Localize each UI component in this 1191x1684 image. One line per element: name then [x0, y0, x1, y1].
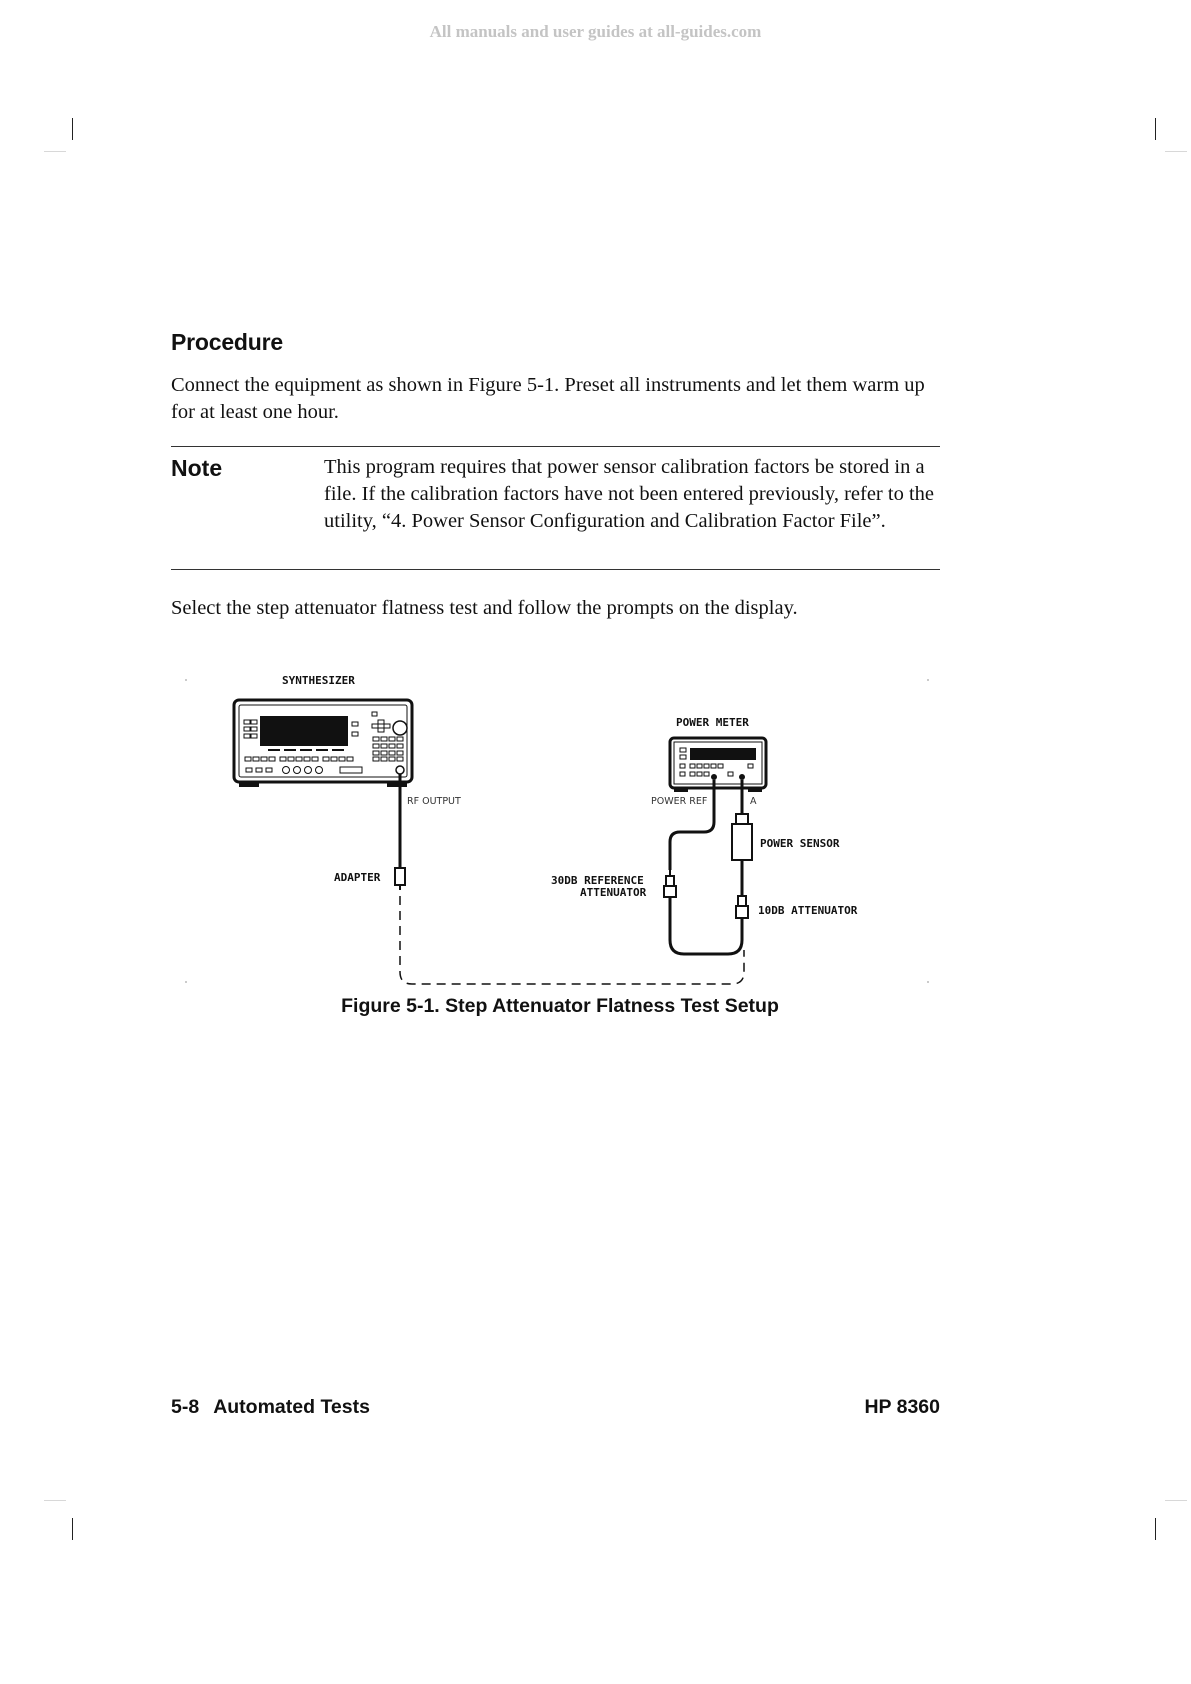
- note-top-rule: [171, 446, 940, 447]
- dashed-connection: [400, 896, 744, 984]
- synthesizer-label: SYNTHESIZER: [282, 674, 355, 687]
- footer-product: HP 8360: [864, 1396, 940, 1418]
- note-bottom-rule: [171, 569, 940, 570]
- note-label: Note: [171, 455, 223, 481]
- footer-section-title: Automated Tests: [213, 1396, 370, 1418]
- crop-mark-bottom-left: [72, 1518, 73, 1540]
- reference-attenuator: [551, 870, 676, 899]
- note-text: This program requires that power sensor calibration factors be stored in a file. If the calibration factors have not been entered previously, refer to the utility, “4. Power Sensor Configuration and Calibration Factor File”.: [324, 456, 934, 532]
- power-meter-instrument: [670, 716, 766, 792]
- channel-a-label: A: [750, 796, 757, 807]
- power-ref-label: POWER REF: [651, 796, 708, 807]
- crop-mark-top-left-h: [44, 151, 66, 152]
- footer-left: [171, 1396, 370, 1419]
- rf-output-label: RF OUTPUT: [407, 796, 461, 807]
- synthesizer-instrument: [234, 674, 412, 787]
- attenuator-10db: [736, 896, 858, 918]
- adapter-label: ADAPTER: [334, 871, 381, 884]
- ref-atten-label-1: 30DB REFERENCE: [551, 874, 644, 887]
- crop-mark-top-right: [1155, 118, 1156, 140]
- crop-mark-bottom-left-h: [44, 1500, 66, 1501]
- page-number: 5-8: [171, 1396, 200, 1418]
- power-meter-label: POWER METER: [676, 716, 749, 729]
- ref-atten-label-2: ATTENUATOR: [580, 886, 647, 899]
- figure-caption: Figure 5-1. Step Attenuator Flatness Test Setup: [341, 995, 779, 1017]
- crop-mark-top-right-h: [1165, 151, 1187, 152]
- crop-mark-bottom-right: [1155, 1518, 1156, 1540]
- power-sensor-label: POWER SENSOR: [760, 837, 840, 850]
- power-sensor: [732, 814, 840, 860]
- crop-mark-top-left: [72, 118, 73, 140]
- test-setup-diagram: [180, 660, 940, 990]
- crop-mark-bottom-right-h: [1165, 1500, 1187, 1501]
- atten-10db-label: 10DB ATTENUATOR: [758, 904, 858, 917]
- watermark: All manuals and user guides at all-guides.com: [429, 22, 762, 41]
- section-heading: Procedure: [171, 329, 283, 355]
- instruction-paragraph: Select the step attenuator flatness test and follow the prompts on the display.: [171, 597, 798, 619]
- adapter: [334, 868, 405, 890]
- intro-paragraph: Connect the equipment as shown in Figure 5-1. Preset all instruments and let them warm up for at least one hour.: [171, 374, 925, 423]
